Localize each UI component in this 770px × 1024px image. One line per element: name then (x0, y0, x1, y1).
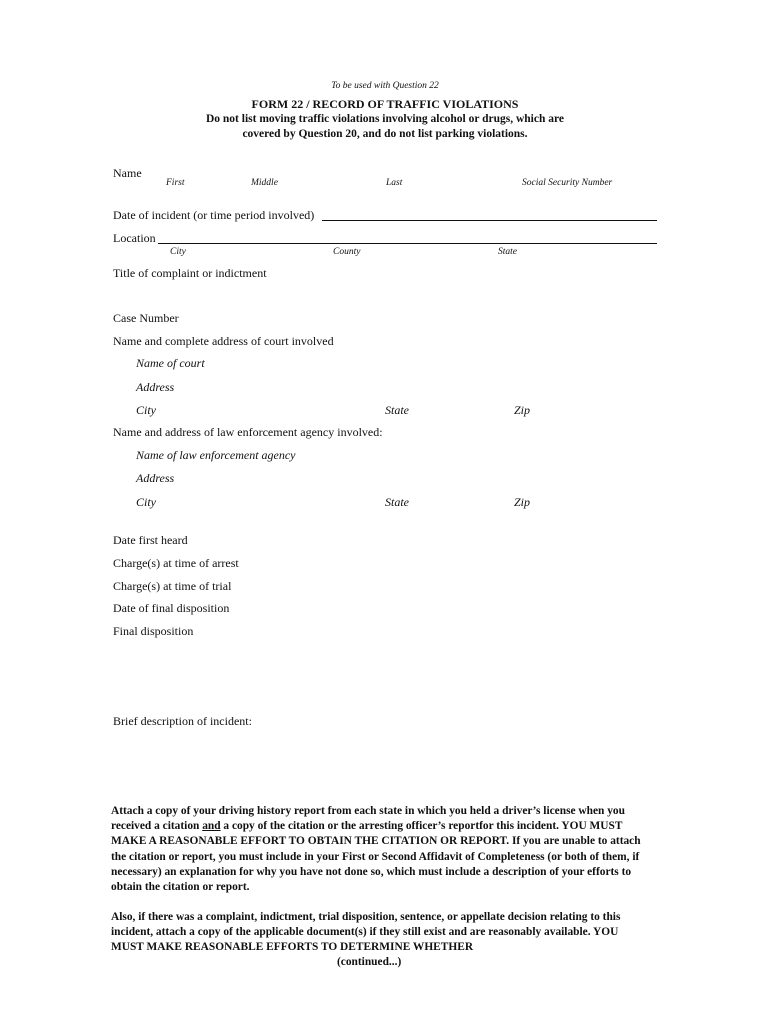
location-state-caption: State (498, 247, 517, 257)
court-heading: Name and complete address of court involved (113, 334, 334, 348)
location-field[interactable] (158, 243, 657, 244)
agency-state-label: State (385, 495, 409, 509)
brief-description-label: Brief description of incident: (113, 714, 252, 728)
date-of-incident-field[interactable] (322, 220, 657, 221)
instructions-p1-and: and (202, 820, 221, 833)
form-title: FORM 22 / RECORD OF TRAFFIC VIOLATIONS (251, 97, 519, 111)
agency-heading: Name and address of law enforcement agency involved: (113, 425, 383, 439)
agency-zip-label: Zip (514, 495, 531, 509)
name-first-caption: First (166, 178, 185, 188)
agency-address-label: Address (136, 471, 175, 485)
name-middle-caption: Middle (251, 178, 278, 188)
location-county-caption: County (333, 247, 361, 257)
instructions-p1-rest: a copy of the citation or the arresting officer’s reportfor this incident. YOU MUST MAKE A REASONABLE EFFORT TO OBTAIN THE CITATION OR REPORT. If you are unable to attach the citation or report, you must include in your First or Second Affidavit of Completeness (or both of them, if necessary) an explanation for why you have not done so, which must include a description of your efforts to obtain the citation or report. (111, 820, 641, 894)
location-city-caption: City (170, 247, 186, 257)
instructions-p1-start: Attach a copy of your driving history report from each state in which you held a driver’s license when you received a citation (111, 805, 625, 833)
continued-note: (continued...) (337, 956, 402, 968)
date-final-disposition-label: Date of final disposition (113, 601, 230, 615)
court-name-label: Name of court (136, 356, 205, 370)
name-label: Name (113, 166, 142, 180)
instructions-paragraph-2: Also, if there was a complaint, indictment, trial disposition, sentence, or appellate decision relating to this incident, attach a copy of the applicable document(s) if they still exist and are reasonably available. YOU MUST MAKE REASONABLE EFFORTS TO DETERMINE WHETHER (111, 911, 621, 954)
date-of-incident-label: Date of incident (or time period involved) (113, 208, 315, 222)
charges-trial-label: Charge(s) at time of trial (113, 579, 232, 593)
form-subtitle-line2: covered by Question 20, and do not list parking violations. (242, 128, 528, 140)
charges-arrest-label: Charge(s) at time of arrest (113, 556, 239, 570)
complaint-title-label: Title of complaint or indictment (113, 266, 267, 280)
ssn-caption: Social Security Number (522, 178, 613, 188)
case-number-label: Case Number (113, 311, 179, 325)
agency-city-label: City (136, 495, 156, 509)
final-disposition-label: Final disposition (113, 624, 194, 638)
form-subtitle-line1: Do not list moving traffic violations involving alcohol or drugs, which are (205, 113, 564, 125)
location-label: Location (113, 231, 156, 245)
name-last-caption: Last (386, 178, 403, 188)
court-address-label: Address (136, 380, 175, 394)
instructions-paragraph-1 (111, 804, 641, 895)
form-note: To be used with Question 22 (331, 81, 439, 91)
court-city-label: City (136, 403, 156, 417)
court-zip-label: Zip (514, 403, 531, 417)
court-state-label: State (385, 403, 409, 417)
agency-name-label: Name of law enforcement agency (136, 448, 296, 462)
date-first-heard-label: Date first heard (113, 533, 188, 547)
